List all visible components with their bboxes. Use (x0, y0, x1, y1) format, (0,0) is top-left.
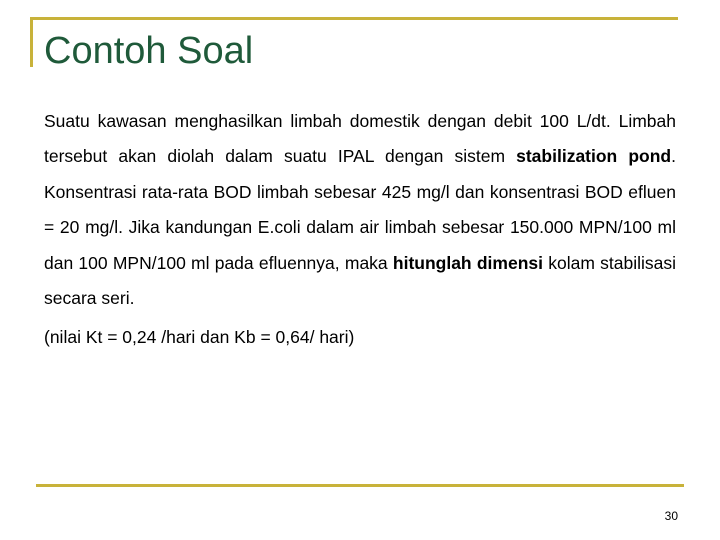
left-accent-rule (30, 17, 33, 67)
paragraph-text-2: . Konsentrasi rata-rata BOD limbah sebesar 425 mg/l dan konsentrasi BOD efluen = 20 mg/l. Jika kandungan E.coli dalam air limbah sebesar 150.000 MPN/100 ml dan 100 MPN/100 ml pada efluennya, maka (44, 146, 676, 273)
problem-paragraph (44, 104, 676, 316)
slide-title: Contoh Soal (44, 30, 254, 72)
paragraph-bold-2: hitunglah dimensi (392, 252, 543, 273)
paragraph-text-3: kolam stabilisasi secara seri. (44, 252, 676, 309)
paragraph-text-1: Suatu kawasan menghasilkan limbah domestik dengan debit 100 L/dt. Limbah tersebut akan diolah dalam suatu IPAL dengan sistem (44, 111, 676, 167)
paragraph-bold-1: stabilization pond (516, 146, 672, 167)
top-accent-rule (30, 17, 678, 20)
constants-note: (nilai Kt = 0,24 /hari dan Kb = 0,64/ hari) (44, 327, 355, 347)
bottom-accent-rule (36, 484, 684, 487)
page-number: 30 (664, 509, 678, 523)
